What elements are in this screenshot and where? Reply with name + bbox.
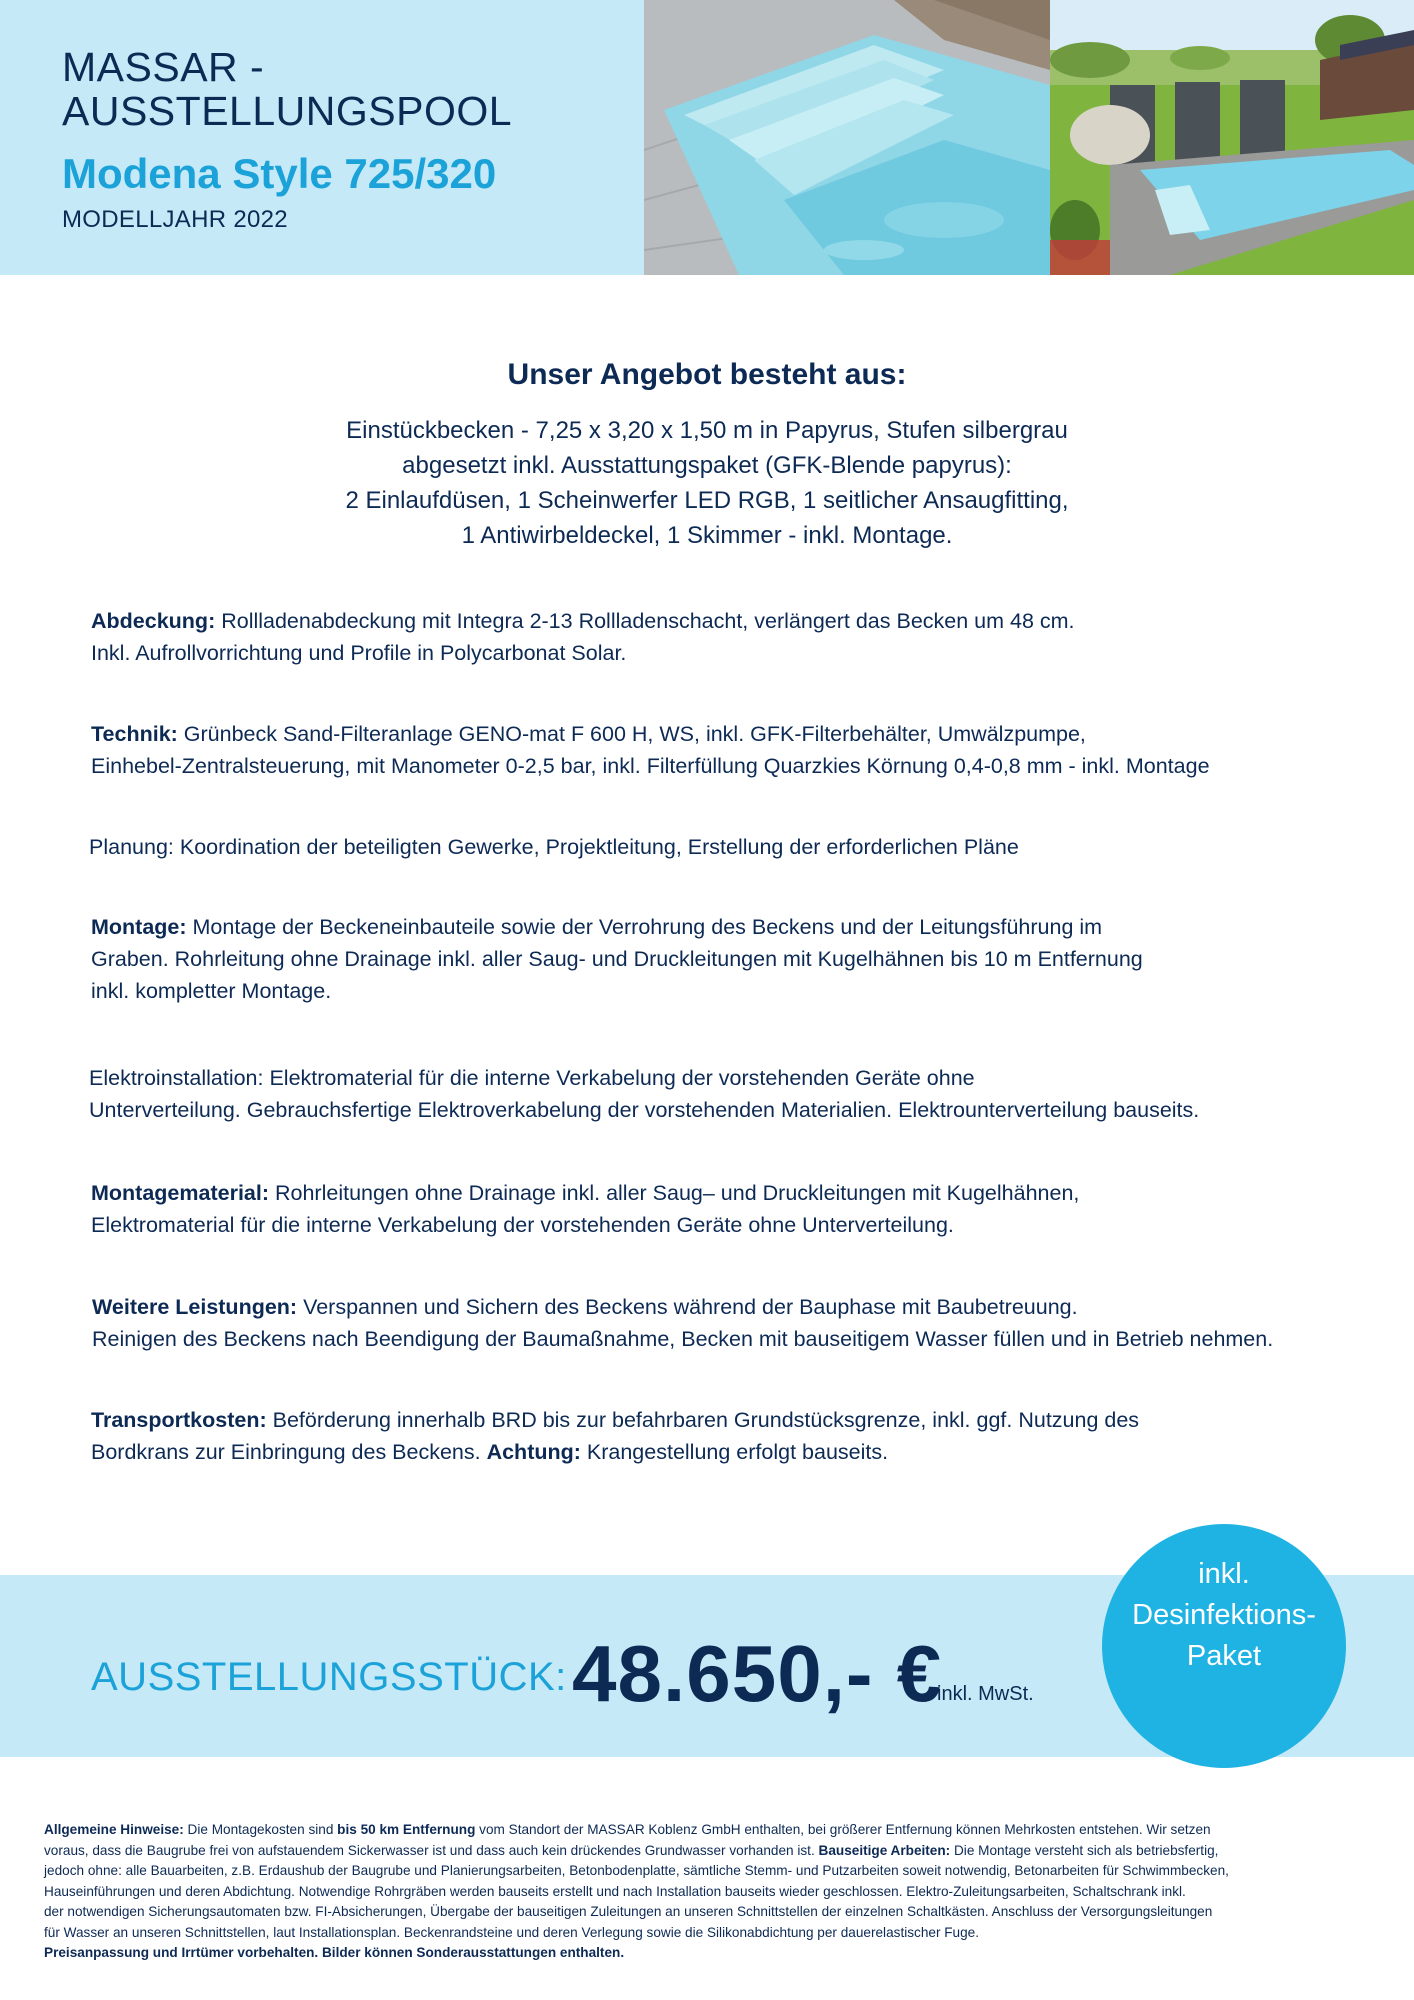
- footer-bold: Bauseitige Arbeiten:: [818, 1842, 951, 1858]
- section-montage: [91, 911, 1391, 1007]
- section-text: Rohrleitungen ohne Drainage inkl. aller Saug– und Druckleitungen mit Kugelhähnen,: [269, 1181, 1080, 1205]
- footer-text: vom Standort der MASSAR Koblenz GmbH enthalten, bei größerer Entfernung können Mehrkosten entstehen. Wir setzen: [475, 1822, 1211, 1837]
- section-label: Abdeckung:: [91, 609, 216, 633]
- section-text: Einhebel-Zentralsteuerung, mit Manometer 0-2,5 bar, inkl. Filterfüllung Quarzkies Körnung 0,4-0,8 mm - inkl. Montage: [91, 754, 1210, 778]
- section-planung: [89, 831, 1389, 863]
- section-transportkosten: [91, 1404, 1391, 1468]
- price-value: 48.650,- €: [572, 1629, 943, 1718]
- price-note: inkl. MwSt.: [937, 1683, 1034, 1705]
- disinfection-badge: [1102, 1524, 1346, 1768]
- garden-pool-photo: [1050, 0, 1414, 275]
- footer-disclaimer: Preisanpassung und Irrtümer vorbehalten. Bilder können Sonderausstattungen enthalten.: [44, 1945, 625, 1960]
- footer-text: Die Montagekosten sind: [183, 1822, 338, 1837]
- footer-text: jedoch ohne: alle Bauarbeiten, z.B. Erdaushub der Baugrube und Planierungsarbeiten, Betonbodenplatte, sämtliche Stemm- und Putzarbeiten soweit notwendig, Betonarbeiten für Schwimmbecken,: [44, 1863, 1229, 1878]
- footer-bold: bis 50 km Entfernung: [337, 1822, 476, 1837]
- offer-line: abgesetzt inkl. Ausstattungspaket (GFK-Blende papyrus):: [402, 452, 1012, 479]
- price-label: AUSSTELLUNGSSTÜCK:: [91, 1655, 567, 1699]
- section-text: Graben. Rohrleitung ohne Drainage inkl. aller Saug- und Druckleitungen mit Kugelhähnen bis 10 m Entfernung: [91, 947, 1143, 971]
- section-label: Montagematerial:: [91, 1181, 270, 1205]
- section-text: inkl. kompletter Montage.: [91, 979, 332, 1003]
- page-title: [62, 45, 512, 133]
- section-text: Montage der Beckeneinbauteile sowie der Verrohrung des Beckens und der Leitungsführung im: [186, 915, 1103, 939]
- section-label: Achtung:: [486, 1440, 581, 1464]
- section-text: Inkl. Aufrollvorrichtung und Profile in Polycarbonat Solar.: [91, 641, 627, 665]
- section-text: Rollladenabdeckung mit Integra 2-13 Rollladenschacht, verlängert das Becken um 48 cm.: [215, 609, 1075, 633]
- section-montagematerial: [91, 1177, 1391, 1241]
- badge-line: inkl.: [1198, 1558, 1250, 1590]
- footer-text: Hauseinführungen und deren Abdichtung. Notwendige Rohrgräben werden bauseits erstellt und nach Installation bauseits wieder geschlossen. Elektro-Zuleitungsarbeiten, Schaltschrank inkl.: [44, 1883, 1186, 1899]
- offer-line: 1 Antiwirbeldeckel, 1 Skimmer - inkl. Montage.: [461, 522, 953, 549]
- badge-line: Desinfektions-: [1132, 1599, 1316, 1631]
- footer-text: Die Montage versteht sich als betriebsfertig,: [950, 1842, 1219, 1858]
- footer-bold: Allgemeine Hinweise:: [44, 1822, 184, 1837]
- section-text: Elektroinstallation: Elektromaterial für die interne Verkabelung der vorstehenden Geräte ohne: [89, 1066, 975, 1090]
- section-label: Transportkosten:: [91, 1408, 267, 1432]
- section-text: Beförderung innerhalb BRD bis zur befahrbaren Grundstücksgrenze, inkl. ggf. Nutzung des: [266, 1408, 1140, 1432]
- section-text: Planung: Koordination der beteiligten Gewerke, Projektleitung, Erstellung der erforderlichen Pläne: [89, 835, 1019, 859]
- section-text: Reinigen des Beckens nach Beendigung der Baumaßnahme, Becken mit bauseitigem Wasser füllen und in Betrieb nehmen.: [92, 1327, 1274, 1351]
- section-weitere-leistungen: [92, 1291, 1392, 1355]
- title-line-2: AUSSTELLUNGSPOOL: [62, 88, 513, 134]
- section-text: Unterverteilung. Gebrauchsfertige Elektroverkabelung der vorstehenden Materialien. Elektrounterverteilung bauseits.: [89, 1098, 1200, 1122]
- offer-line: 2 Einlaufdüsen, 1 Scheinwerfer LED RGB, 1 seitlicher Ansaugfitting,: [345, 487, 1069, 514]
- section-text: Bordkrans zur Einbringung des Beckens.: [91, 1440, 487, 1464]
- footer-text: der notwendigen Sicherungsautomaten bzw. FI-Absicherungen, Übergabe der bauseitigen Zuleitungen an unseren Schnittstellen der einzelnen Schaltkästen. Anschluss der Versorgungsleitungen: [44, 1904, 1213, 1919]
- title-line-1: MASSAR -: [62, 44, 265, 90]
- offer-description: [250, 413, 1164, 553]
- section-technik: [91, 718, 1391, 782]
- model-year: MODELLJAHR 2022: [62, 206, 288, 233]
- section-label: Weitere Leistungen:: [92, 1295, 298, 1319]
- section-label: Technik:: [91, 722, 178, 746]
- section-text: Grünbeck Sand-Filteranlage GENO-mat F 600 H, WS, inkl. GFK-Filterbehälter, Umwälzpumpe,: [177, 722, 1086, 746]
- offer-heading: Unser Angebot besteht aus:: [507, 358, 907, 391]
- footer-notes: [44, 1820, 1384, 1964]
- title-box: [0, 0, 644, 275]
- section-text: Elektromaterial für die interne Verkabelung der vorstehenden Geräte ohne Unterverteilung.: [91, 1213, 954, 1237]
- pool-steps-photo: [644, 0, 1050, 275]
- badge-line: Paket: [1186, 1640, 1262, 1672]
- section-elektro: [89, 1062, 1389, 1126]
- model-name: Modena Style 725/320: [62, 150, 497, 197]
- footer-text: voraus, dass die Baugrube frei von aufstauendem Sickerwasser ist und dass auch kein drückendes Grundwasser vorhanden ist.: [44, 1842, 819, 1858]
- section-text: Verspannen und Sichern des Beckens während der Bauphase mit Baubetreuung.: [297, 1295, 1078, 1319]
- offer-line: Einstückbecken - 7,25 x 3,20 x 1,50 m in Papyrus, Stufen silbergrau: [346, 417, 1068, 444]
- header: [0, 0, 1414, 275]
- section-label: Montage:: [91, 915, 187, 939]
- section-text: Krangestellung erfolgt bauseits.: [580, 1440, 889, 1464]
- section-abdeckung: [91, 605, 1391, 669]
- footer-text: für Wasser an unseren Schnittstellen, laut Installationsplan. Beckenrandsteine und deren Verlegung sowie die Silikonabdichtung per dauerelastischer Fuge.: [44, 1924, 980, 1940]
